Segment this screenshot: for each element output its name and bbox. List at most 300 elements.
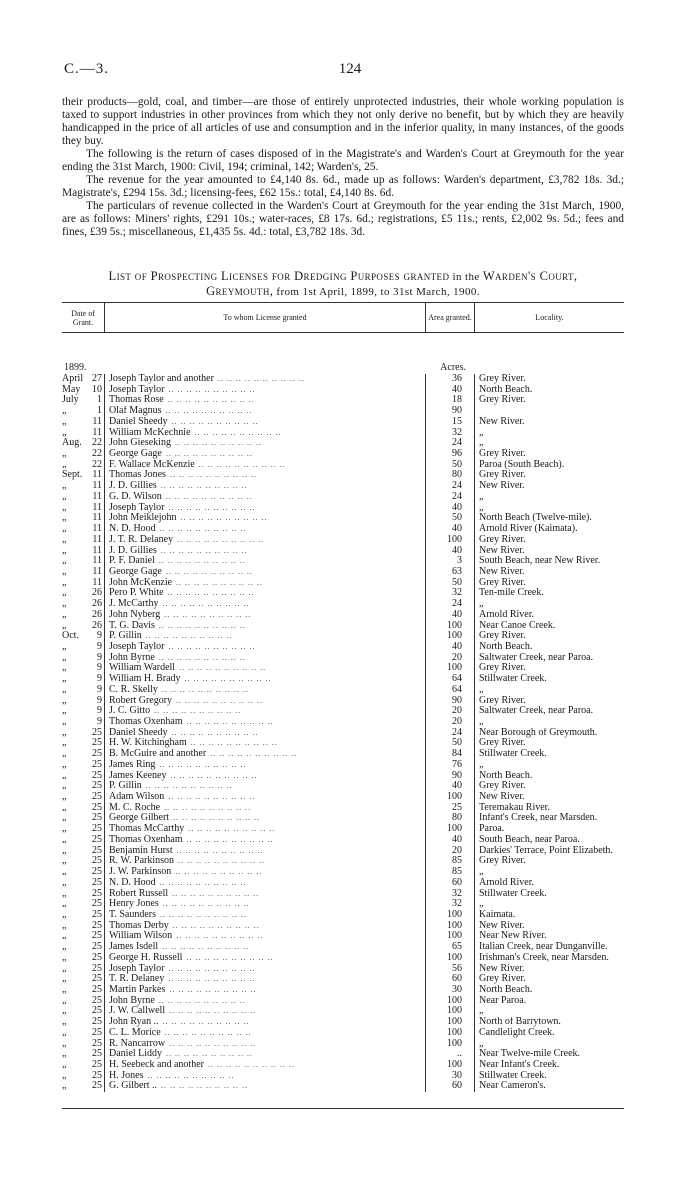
licensee-cell [105, 492, 425, 503]
area-cell: 100 [447, 909, 462, 920]
grant-date [62, 996, 104, 1007]
licensee-cell [105, 760, 425, 771]
licensee-name: P. Gillin [109, 631, 142, 642]
grant-date [62, 578, 104, 589]
grant-date [62, 749, 104, 760]
area-cell: 100 [447, 792, 462, 803]
licensee-name: Daniel Sheedy [109, 727, 168, 738]
grant-month: „ [62, 920, 67, 931]
locality-cell: Near Borough of Greymouth. [479, 727, 598, 738]
grant-month: „ [62, 824, 67, 835]
area-cell: 40 [452, 781, 462, 792]
licensee-name: William Wilson [109, 931, 173, 942]
licensee-name: Adam Wilson [109, 792, 165, 803]
leader-dots: .. .. .. .. .. .. .. .. .. .. [168, 792, 256, 802]
grant-day: 25 [92, 899, 102, 910]
licensee-name: Benjamin Hurst [109, 845, 173, 856]
licensee-cell [105, 653, 425, 664]
licensee-name: John Nyberg [109, 609, 161, 620]
area-cell: 100 [447, 534, 462, 545]
grant-date [62, 1028, 104, 1039]
locality-cell: Saltwater Creek, near Paroa. [479, 706, 594, 717]
grant-date [62, 492, 104, 503]
grant-day: 11 [92, 491, 102, 502]
locality-cell: Grey River. [479, 663, 526, 674]
licensee-name: J. W. Parkinson [109, 867, 172, 878]
grant-date [62, 1049, 104, 1060]
grant-date [62, 696, 104, 707]
grant-date [62, 642, 104, 653]
grant-date [62, 406, 104, 417]
area-cell: 50 [452, 577, 462, 588]
grant-month: „ [62, 770, 67, 781]
column-header-date: Date of Grant. [62, 303, 105, 332]
locality-cell: Stillwater Creek. [479, 674, 547, 685]
leader-dots: .. .. .. .. .. .. .. .. .. .. [194, 427, 282, 437]
grant-day: 9 [97, 706, 102, 717]
leader-dots: .. .. .. .. .. .. .. .. .. .. [161, 684, 249, 694]
grant-month: „ [62, 717, 67, 727]
leader-dots: .. .. .. .. .. .. .. .. .. .. [172, 920, 260, 930]
licensee-cell [105, 546, 425, 557]
grant-month: „ [62, 942, 67, 953]
area-cell: 80 [452, 470, 462, 481]
area-cell: 24 [452, 727, 462, 738]
grant-date [62, 417, 104, 428]
area-cell: 18 [452, 395, 462, 406]
grant-month: „ [62, 513, 67, 524]
area-cell: 63 [452, 566, 462, 577]
licensee-name: H. Seebeck and another [109, 1060, 204, 1070]
grant-month: April [62, 374, 84, 384]
area-column [426, 362, 475, 1092]
area-cell: 100 [447, 952, 462, 963]
grant-month: „ [62, 877, 67, 888]
grant-day: 25 [92, 738, 102, 749]
licensee-name: H. W. Kitchingham [109, 738, 187, 749]
area-cell: 100 [447, 920, 462, 931]
licensee-name: Joseph Taylor [109, 963, 165, 974]
leader-dots: .. .. .. .. .. .. .. .. .. .. [162, 899, 250, 909]
licensee-cell [105, 835, 425, 846]
area-cell: 40 [452, 609, 462, 620]
licensee-name: Joseph Taylor and another [109, 374, 214, 384]
licensee-name: John Ryan .. [109, 1017, 159, 1028]
area-cell: 100 [447, 1006, 462, 1017]
grant-date [62, 621, 104, 632]
area-cell: 50 [452, 738, 462, 749]
area-cell: 32 [452, 588, 462, 599]
locality-cell: Grey River. [479, 695, 526, 706]
area-cell: 20 [452, 706, 462, 717]
grant-day: 25 [92, 963, 102, 974]
area-cell: 64 [452, 684, 462, 695]
licensee-name: Robert Gregory [109, 695, 173, 706]
locality-cell: Darkies' Terrace, Point Elizabeth. [479, 845, 613, 856]
licensee-column [105, 374, 426, 1092]
grant-date [62, 513, 104, 524]
grant-date [62, 835, 104, 846]
grant-month: „ [62, 663, 67, 674]
licensee-cell [105, 631, 425, 642]
licensee-cell [105, 942, 425, 953]
locality-cell: Grey River. [479, 738, 526, 749]
grant-date [62, 728, 104, 739]
grant-month: „ [62, 706, 67, 717]
grant-day: 25 [92, 931, 102, 942]
title-part: Greymouth, [206, 284, 274, 298]
locality-cell: „ [479, 599, 484, 610]
grant-day: 25 [92, 995, 102, 1006]
grant-month: „ [62, 845, 67, 856]
grant-day: 25 [92, 1049, 102, 1060]
grant-day: 27 [92, 374, 102, 384]
grant-month: „ [62, 491, 67, 502]
leader-dots: .. .. .. .. .. .. .. .. .. .. [169, 470, 257, 480]
area-cell: 100 [447, 931, 462, 942]
licensee-name: James Ring [109, 759, 156, 770]
licensee-name: P. F. Daniel [109, 556, 155, 567]
area-cell: 15 [452, 416, 462, 427]
grant-date [62, 974, 104, 985]
licensee-name: John Byrne [109, 995, 155, 1006]
leader-dots: .. .. .. .. .. .. .. .. .. .. [164, 1027, 252, 1037]
licensee-name: N. D. Hood [109, 524, 156, 535]
licensee-cell [105, 1071, 425, 1082]
column-header-locality: Locality. [535, 313, 564, 322]
leader-dots: .. .. .. .. .. .. .. .. .. .. [176, 695, 264, 705]
area-cell: 56 [452, 963, 462, 974]
licensee-name: C. L. Morice [109, 1027, 161, 1038]
grant-day: 25 [92, 984, 102, 995]
grant-day: 26 [92, 588, 102, 599]
grant-date [62, 556, 104, 567]
leader-dots: .. .. .. .. .. .. .. .. .. .. [165, 449, 253, 459]
locality-cell: New River. [479, 963, 525, 974]
grant-date [62, 867, 104, 878]
grant-date [62, 1081, 104, 1092]
grant-date [62, 470, 104, 481]
licensee-name: B. McGuire and another [109, 749, 207, 760]
grant-day: 11 [92, 416, 102, 427]
grant-month: „ [62, 727, 67, 738]
licensee-name: William McKechnie [109, 427, 191, 438]
locality-cell: Grey River. [479, 781, 526, 792]
licensee-name: Pero P. White [109, 588, 164, 599]
grant-month: „ [62, 577, 67, 588]
grant-date [62, 631, 104, 642]
grant-day: 25 [92, 813, 102, 824]
leader-dots: .. .. .. .. .. .. .. .. .. .. [173, 813, 261, 823]
grant-day: 25 [92, 824, 102, 835]
licensee-name: M. C. Roche [109, 802, 161, 813]
licensee-name: George Gilbert [109, 813, 170, 824]
leader-dots: .. .. .. .. .. .. .. .. .. .. [176, 845, 264, 855]
grant-day: 25 [92, 1027, 102, 1038]
grant-month: Oct. [62, 631, 79, 642]
table-title [62, 269, 624, 299]
grant-day: 25 [92, 1060, 102, 1070]
page-header [64, 61, 636, 81]
licensee-name: George H. Russell [109, 952, 183, 963]
licensee-name: J. T. R. Delaney [109, 534, 174, 545]
table-body [62, 333, 624, 1108]
leader-dots: .. .. .. .. .. .. .. .. .. .. [178, 856, 266, 866]
licensee-cell [105, 921, 425, 932]
grant-month: „ [62, 1070, 67, 1081]
grant-day: 11 [92, 534, 102, 545]
grant-date [62, 1039, 104, 1050]
locality-cell [475, 406, 624, 417]
licensee-name: Thomas Jones [109, 470, 166, 481]
licensee-cell [105, 1028, 425, 1039]
licensee-cell [105, 374, 425, 385]
locality-cell: „ [479, 717, 484, 727]
area-cell: 40 [452, 384, 462, 395]
title-part: List of Prospecting Licenses for Dredging Purposes granted [108, 269, 450, 283]
locality-cell: North Beach. [479, 384, 533, 395]
locality-cell: Grey River. [479, 395, 526, 406]
grant-month: „ [62, 556, 67, 567]
leader-dots: .. .. .. .. .. .. .. .. .. .. [188, 824, 276, 834]
grant-date [62, 663, 104, 674]
licensee-cell [105, 438, 425, 449]
grant-month: July [62, 395, 79, 406]
leader-dots: .. .. .. .. .. .. .. .. .. .. [162, 1017, 250, 1027]
leader-dots: .. .. .. .. .. .. .. .. .. .. [160, 481, 248, 491]
grant-day: 22 [92, 438, 102, 449]
licensee-name: R. W. Parkinson [109, 856, 175, 867]
licensee-name: T. R. Delaney [109, 974, 165, 985]
locality-cell: „ [479, 427, 484, 438]
area-cell: 24 [452, 599, 462, 610]
licensee-cell [105, 470, 425, 481]
grant-day: 1 [97, 406, 102, 417]
licensee-name: Thomas Rose [109, 395, 164, 406]
grant-date [62, 610, 104, 621]
grant-day: 25 [92, 834, 102, 845]
grant-month: „ [62, 684, 67, 695]
locality-cell: New River. [479, 792, 525, 803]
area-cell: 3 [457, 556, 462, 567]
licensee-cell [105, 846, 425, 857]
locality-cell: North Beach. [479, 984, 533, 995]
area-cell: 84 [452, 749, 462, 760]
grant-month: „ [62, 1006, 67, 1017]
licensee-name: T. G. Davis [109, 620, 155, 631]
licensee-cell [105, 385, 425, 396]
grant-month: „ [62, 566, 67, 577]
leader-dots: .. .. .. .. .. .. .. .. .. .. [167, 395, 255, 405]
grant-date [62, 910, 104, 921]
leader-dots: .. .. .. .. .. .. .. .. .. .. [168, 384, 256, 394]
grant-day: 25 [92, 867, 102, 878]
grant-date [62, 685, 104, 696]
licensee-cell [105, 803, 425, 814]
paragraph: The revenue for the year amounted to £4,140 8s. 6d., made up as follows: Warden's department, £3,782 18s. 3d.; Magistrate's, £294 15s. 3d.; licensing-fees, £62 15s.: total, £4,140 8s. 6d. [62, 174, 624, 199]
grant-month: „ [62, 1081, 67, 1092]
grant-day: 9 [97, 663, 102, 674]
grant-day: 25 [92, 802, 102, 813]
grant-month: „ [62, 984, 67, 995]
licensee-name: F. Wallace McKenzie [109, 459, 195, 470]
area-cell: 85 [452, 856, 462, 867]
grant-month: „ [62, 545, 67, 556]
title-part: Warden's Court, [482, 269, 578, 283]
leader-dots: .. .. .. .. .. .. .. .. .. .. [176, 931, 264, 941]
locality-cell: Paroa (South Beach). [479, 459, 565, 470]
grant-month: „ [62, 813, 67, 824]
area-cell: 30 [452, 1070, 462, 1081]
licensee-cell [105, 1017, 425, 1028]
licensee-cell [105, 610, 425, 621]
grant-day: 25 [92, 888, 102, 899]
grant-date [62, 546, 104, 557]
grant-day: 1 [97, 395, 102, 406]
locality-cell: Near Canoe Creek. [479, 620, 556, 631]
licensee-cell [105, 1006, 425, 1017]
area-cell: 60 [452, 974, 462, 985]
licensee-name: J. W. Callwell [109, 1006, 166, 1017]
grant-month: „ [62, 674, 67, 685]
licensee-name: Joseph Taylor [109, 502, 165, 513]
grant-date [62, 599, 104, 610]
locality-cell: Italian Creek, near Dunganville. [479, 942, 608, 953]
area-cell: 100 [447, 1038, 462, 1049]
licensee-name: P. Gillin [109, 781, 142, 792]
locality-cell: South Beach, near Paroa. [479, 834, 580, 845]
grant-month: „ [62, 802, 67, 813]
grant-month: „ [62, 899, 67, 910]
licensee-cell [105, 674, 425, 685]
leader-dots: .. .. .. .. .. .. .. .. .. .. [158, 652, 246, 662]
grant-month: Sept. [62, 470, 83, 481]
grant-date [62, 781, 104, 792]
locality-cell: Grey River. [479, 577, 526, 588]
grant-month: „ [62, 1017, 67, 1028]
licensee-cell [105, 996, 425, 1007]
grant-date [62, 889, 104, 900]
licensee-name: William Wardell [109, 663, 176, 674]
locality-cell: „ [479, 1038, 484, 1049]
area-cell: 60 [452, 1081, 462, 1092]
licensee-cell [105, 417, 425, 428]
area-cell: 30 [452, 984, 462, 995]
grant-date [62, 717, 104, 728]
locality-cell: Arnold River. [479, 877, 534, 888]
area-cell: 64 [452, 674, 462, 685]
area-cell: 50 [452, 459, 462, 470]
area-cell: 24 [452, 491, 462, 502]
leader-dots: .. .. .. .. .. .. .. .. .. .. [176, 577, 264, 587]
grant-date [62, 1071, 104, 1082]
locality-cell: „ [479, 502, 484, 513]
licensee-cell [105, 395, 425, 406]
licensee-name: John Meiklejohn [109, 513, 177, 524]
locality-cell: Paroa. [479, 824, 505, 835]
licensee-cell [105, 813, 425, 824]
licensee-name: George Gage [109, 566, 162, 577]
licensee-cell [105, 621, 425, 632]
grant-day: 9 [97, 695, 102, 706]
locality-cell: Grey River. [479, 534, 526, 545]
locality-cell: Grey River. [479, 449, 526, 460]
locality-cell: New River. [479, 566, 525, 577]
licensee-name: John McKenzie [109, 577, 173, 588]
grant-month: „ [62, 856, 67, 867]
locality-cell: „ [479, 491, 484, 502]
grant-day: 25 [92, 749, 102, 760]
year-label: 1899. [64, 362, 87, 373]
grant-day: 9 [97, 631, 102, 642]
area-cell: 80 [452, 813, 462, 824]
licensee-cell [105, 535, 425, 546]
grant-date [62, 813, 104, 824]
locality-cell: North of Barrytown. [479, 1017, 561, 1028]
licensee-cell [105, 449, 425, 460]
area-cell: 32 [452, 899, 462, 910]
area-cell: 100 [447, 995, 462, 1006]
leader-dots: .. .. .. .. .. .. .. .. .. .. [165, 491, 253, 501]
grant-month: „ [62, 1060, 67, 1070]
licensee-cell [105, 578, 425, 589]
grant-day: 11 [92, 545, 102, 556]
licensee-cell [105, 856, 425, 867]
grant-date [62, 1060, 104, 1071]
area-cell: 40 [452, 524, 462, 535]
area-cell: 32 [452, 427, 462, 438]
grant-month: „ [62, 524, 67, 535]
area-cell: 20 [452, 652, 462, 663]
locality-cell: Grey River. [479, 470, 526, 481]
licensee-name: Henry Jones [109, 899, 159, 910]
leader-dots: .. .. .. .. .. .. .. .. .. .. [186, 834, 274, 844]
grant-date [62, 942, 104, 953]
licensee-cell [105, 878, 425, 889]
licensee-name: J. C. Gitto [109, 706, 151, 717]
area-cell: .. [457, 1049, 462, 1060]
grant-date [62, 1017, 104, 1028]
leader-dots: .. .. .. .. .. .. .. .. .. .. [162, 942, 250, 952]
licensee-cell [105, 781, 425, 792]
locality-cell: Near Paroa. [479, 995, 527, 1006]
licensee-cell [105, 696, 425, 707]
grant-date [62, 824, 104, 835]
grant-month: „ [62, 931, 67, 942]
leader-dots: .. .. .. .. .. .. .. .. .. .. [164, 609, 252, 619]
locality-cell: New River. [479, 545, 525, 556]
area-cell: 90 [452, 406, 462, 417]
grant-day: 25 [92, 920, 102, 931]
grant-day: 25 [92, 952, 102, 963]
grant-day: 25 [92, 1006, 102, 1017]
grant-date [62, 964, 104, 975]
grant-month: „ [62, 481, 67, 492]
grant-month: „ [62, 834, 67, 845]
area-cell: 65 [452, 942, 462, 953]
grant-day: 25 [92, 1070, 102, 1081]
licensee-name: Robert Russell [109, 888, 169, 899]
leader-dots: .. .. .. .. .. .. .. .. .. .. [190, 738, 278, 748]
grant-day: 11 [92, 481, 102, 492]
licensee-cell [105, 953, 425, 964]
leader-dots: .. .. .. .. .. .. .. .. .. .. [162, 599, 250, 609]
grant-date [62, 588, 104, 599]
locality-cell: Stillwater Creek. [479, 888, 547, 899]
grant-date [62, 653, 104, 664]
licensee-cell [105, 985, 425, 996]
area-cell: 76 [452, 759, 462, 770]
